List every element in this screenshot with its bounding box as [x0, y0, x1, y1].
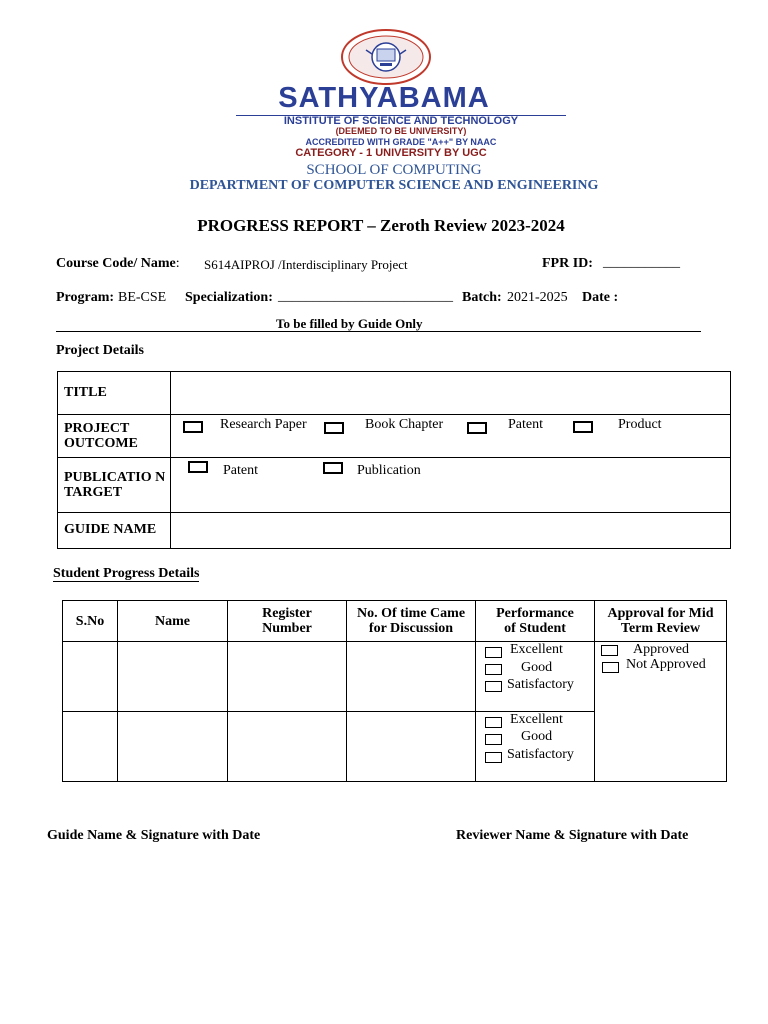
title-label: TITLE [64, 385, 107, 400]
satisfactory-label: Satisfactory [507, 677, 574, 692]
table-row [63, 642, 727, 712]
school-name: SCHOOL OF COMPUTING [306, 162, 482, 178]
guide-name-label: GUIDE NAME [64, 522, 157, 537]
course-label: Course Code/ Name: [56, 256, 180, 271]
sno-cell[interactable] [63, 712, 118, 782]
excellent-label: Excellent [510, 642, 563, 657]
publication-label: Publication [357, 463, 421, 478]
patent-outcome-label: Patent [508, 417, 543, 432]
project-details-heading: Project Details [56, 343, 144, 358]
satisfactory-checkbox[interactable] [485, 681, 502, 692]
guide-signature-label: Guide Name & Signature with Date [47, 828, 261, 843]
excellent-label: Excellent [510, 712, 563, 727]
product-label: Product [618, 417, 662, 432]
register-cell[interactable] [228, 712, 347, 782]
name-cell[interactable] [118, 642, 228, 712]
book-chapter-checkbox[interactable] [324, 422, 344, 434]
publication-options [171, 458, 731, 513]
batch-value: 2021-2025 [507, 290, 568, 305]
patent-outcome-checkbox[interactable] [467, 422, 487, 434]
program-label: Program: [56, 290, 115, 305]
department-name: DEPARTMENT OF COMPUTER SCIENCE AND ENGINEERING [189, 178, 599, 193]
col-register-number: Register Number [262, 606, 312, 636]
research-paper-checkbox[interactable] [183, 421, 203, 433]
discussion-cell[interactable] [347, 712, 476, 782]
deemed-line: (DEEMED TO BE UNIVERSITY) [335, 126, 467, 136]
book-chapter-label: Book Chapter [365, 417, 444, 432]
date-label: Date : [582, 290, 619, 305]
institute-line: INSTITUTE OF SCIENCE AND TECHNOLOGY [283, 115, 519, 127]
product-checkbox[interactable] [573, 421, 593, 433]
patent-target-label: Patent [223, 463, 258, 478]
performance-cell [476, 642, 595, 712]
satisfactory-checkbox[interactable] [485, 752, 502, 763]
title-field[interactable] [171, 372, 731, 415]
course-value: S614AIPROJ /Interdisciplinary Project [204, 257, 408, 272]
col-approval: Approval for Mid Term Review [607, 606, 714, 636]
excellent-checkbox[interactable] [485, 647, 502, 658]
specialization-label: Specialization: [185, 290, 273, 305]
not-approved-label: Not Approved [626, 657, 706, 672]
project-details-table [57, 371, 731, 549]
approval-cell [595, 642, 727, 782]
outcome-label: PROJECT OUTCOME [64, 421, 138, 451]
not-approved-checkbox[interactable] [602, 662, 619, 673]
publication-checkbox[interactable] [323, 462, 343, 474]
good-checkbox[interactable] [485, 664, 502, 675]
publication-target-label: PUBLICATIO N TARGET [64, 470, 166, 500]
student-progress-table [62, 600, 727, 782]
fpr-blank[interactable]: ___________ [603, 255, 680, 270]
discussion-cell[interactable] [347, 642, 476, 712]
good-checkbox[interactable] [485, 734, 502, 745]
guide-only-note: To be filled by Guide Only [276, 316, 423, 331]
satisfactory-label: Satisfactory [507, 747, 574, 762]
reviewer-signature-label: Reviewer Name & Signature with Date [456, 828, 689, 843]
register-cell[interactable] [228, 642, 347, 712]
guide-name-field[interactable] [171, 513, 731, 549]
program-value: BE-CSE [118, 290, 167, 305]
col-discussion-count: No. Of time Came for Discussion [356, 606, 466, 636]
report-title: PROGRESS REPORT – Zeroth Review 2023-2024 [197, 216, 565, 235]
col-sno: S.No [75, 613, 105, 629]
excellent-checkbox[interactable] [485, 717, 502, 728]
outcome-options [171, 415, 731, 458]
batch-label: Batch: [462, 290, 502, 305]
fpr-label: FPR ID: [542, 256, 593, 271]
col-name: Name [155, 613, 190, 629]
specialization-blank[interactable]: _________________________ [278, 289, 453, 304]
good-label: Good [521, 660, 553, 675]
approved-checkbox[interactable] [601, 645, 618, 656]
accreditation-line: ACCREDITED WITH GRADE "A++" BY NAAC [305, 137, 497, 147]
brand-name: SATHYABAMA [278, 82, 490, 114]
performance-cell [476, 712, 595, 782]
category-line: CATEGORY - 1 UNIVERSITY BY UGC [295, 147, 487, 159]
university-emblem-icon [340, 28, 432, 86]
sno-cell[interactable] [63, 642, 118, 712]
approved-label: Approved [633, 642, 689, 657]
research-paper-label: Research Paper [220, 417, 307, 432]
patent-target-checkbox[interactable] [188, 461, 208, 473]
name-cell[interactable] [118, 712, 228, 782]
good-label: Good [521, 729, 553, 744]
student-progress-heading: Student Progress Details [53, 566, 200, 581]
col-performance: Performance of Student [496, 606, 574, 636]
